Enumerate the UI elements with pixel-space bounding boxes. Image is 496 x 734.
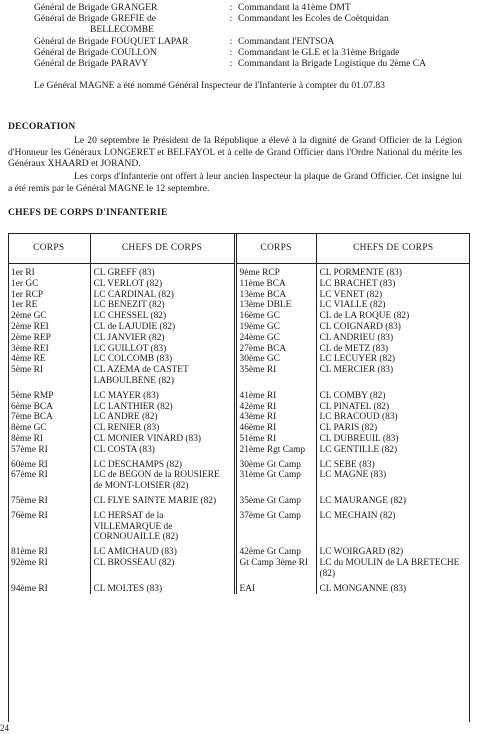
header-corps-right: CORPS [235, 233, 316, 264]
table-row [8, 423, 470, 434]
chef-right-cell: LC BRACHET (83) [316, 279, 470, 290]
table-row [8, 547, 470, 558]
chef-right-cell: CL PORMENTE (83) [316, 268, 470, 279]
chef-right-cell: LC du MOULIN de LA BRETECHE (82) [316, 558, 470, 580]
corps-right-cell: 21ème Rgt Camp [235, 445, 316, 456]
decoration-paragraph-1-text: Le 20 septembre le Président de la République a élevé à la dignité de Grand Officier de la Légion d'Honneur les Généraux LONGERET et BELFAYOL et à celle de Grand Officier dans l'Ordre National du mérite les Généraux XHAARD et JORAND. [8, 135, 462, 169]
table-row [8, 402, 470, 413]
chef-left-cell: CL de LAJUDIE (82) [90, 322, 235, 333]
corps-right-cell: 42ème RI [235, 402, 316, 413]
appointment-separator [224, 24, 238, 35]
chef-right-cell: CL PARIS (82) [316, 423, 470, 434]
corps-right-cell: 13ème DBLE [235, 300, 316, 311]
corps-left-cell: 1er RCP [11, 289, 44, 300]
chef-right-cell: LC GENTILLE (82) [316, 445, 470, 456]
chef-right-cell: CL COIGNARD (83) [316, 322, 470, 333]
chef-right-cell: LC LECUYER (82) [316, 354, 470, 365]
chef-right-cell: LC MECHAIN (82) [316, 511, 470, 543]
table-row [8, 344, 470, 355]
corps-right-cell: 19ème GC [235, 322, 316, 333]
chefs-de-corps-table [8, 233, 470, 594]
corps-left-cell: 76ème RI [11, 510, 48, 521]
corps-right-cell: 9ème RCP [235, 268, 316, 279]
table-row [8, 558, 470, 580]
table-row [8, 354, 470, 365]
chef-left-cell: CL VERLOT (82) [90, 279, 235, 290]
appointment-post [238, 24, 474, 35]
chef-left-cell: LC BENEZIT (82) [90, 300, 235, 311]
decoration-heading: DECORATION [8, 121, 76, 132]
corps-right-cell: 41ème RI [235, 391, 316, 402]
appointment-row [34, 24, 474, 35]
chef-right-cell: LC MAURANGE (82) [316, 496, 470, 507]
corps-right-cell: 13ème BCA [235, 290, 316, 301]
chef-left-cell: LC de BEGON de la ROUSIERE de MONT-LOISIER (82) [90, 470, 235, 492]
chef-right-cell: CL PINATEL (82) [316, 402, 470, 413]
corps-left-cell: 57ème RI [11, 444, 48, 455]
corps-right-cell: Gt Camp 3ème RI [235, 558, 316, 580]
header-chefs-left: CHEFS DE CORPS [90, 233, 235, 264]
appointment-general: Général de Brigade GREFIE de [34, 13, 157, 25]
appointment-general: BELLECOMBE [90, 24, 154, 36]
appointment-general: Général de Brigade COULLON [34, 46, 157, 58]
corps-right-cell: 35ème Gt Camp [235, 496, 316, 507]
corps-left-cell: 6ème BCA [11, 401, 53, 412]
decoration-paragraph-1 [8, 135, 462, 170]
corps-left-cell: 5ème RI [11, 365, 44, 376]
chef-right-cell: CL COMBY (82) [316, 391, 470, 402]
table-row [8, 445, 470, 456]
chef-left-cell: CL RENIER (83) [90, 423, 235, 434]
chef-right-cell: LC VENET (82) [316, 290, 470, 301]
appointment-row [34, 58, 474, 69]
appointment-separator: : [229, 2, 233, 13]
corps-left-cell: 5ème RMP [11, 390, 54, 401]
table-row [8, 391, 470, 402]
table-row [8, 290, 470, 301]
corps-left-cell: 8ème RI [11, 433, 44, 444]
chef-right-cell: LC SEBE (83) [316, 460, 470, 471]
corps-right-cell: 35ème RI [235, 365, 316, 387]
chef-left-cell: LC LANTHIER (82) [90, 402, 235, 413]
chef-left-cell: CL MOLTES (83) [90, 584, 235, 595]
chef-left-cell: CL AZEMA de CASTET LABOULBENE (82) [90, 365, 235, 387]
table-row [8, 584, 470, 595]
appointment-general: Général de Brigade GRANGER [34, 2, 158, 13]
corps-right-cell: 42ème Gt Camp [235, 547, 316, 558]
table-row [8, 365, 470, 387]
chef-left-cell: LC ANDRE (82) [90, 412, 235, 423]
corps-right-cell: 24ème GC [235, 333, 316, 344]
corps-left-cell: 8ème GC [11, 423, 47, 434]
chef-left-cell: LC GUILLOT (83) [90, 344, 235, 355]
table-body [8, 264, 470, 595]
corps-right-cell: 43ème RI [235, 412, 316, 423]
corps-left-cell: 81ème RI [11, 547, 48, 558]
appointment-row [34, 13, 474, 24]
appointment-row [34, 47, 474, 58]
chef-right-cell: CL MONGANNE (83) [316, 584, 470, 595]
table-row [8, 300, 470, 311]
corps-left-cell: 7ème BCA [11, 412, 53, 423]
corps-left-cell: 1er RE [11, 300, 38, 311]
appointment-separator: : [229, 57, 233, 69]
chef-left-cell: LC COLCOMB (83) [90, 354, 235, 365]
table-row [8, 268, 470, 279]
corps-right-cell: 51ème RI [235, 434, 316, 445]
corps-right-cell: 16ème GC [235, 311, 316, 322]
appointment-separator: : [229, 46, 233, 58]
corps-right-cell: 30ème GC [235, 354, 316, 365]
chef-right-cell: LC VIALLE (82) [316, 300, 470, 311]
table-row [8, 470, 470, 492]
table-row [8, 279, 470, 290]
chef-right-cell: CL de LA ROQUE (82) [316, 311, 470, 322]
chef-left-cell: CL MONIER VINARD (83) [90, 434, 235, 445]
table-row [8, 412, 470, 423]
appointments-list [34, 2, 474, 69]
table-row [8, 496, 470, 507]
corps-left-cell: 60ème RI [11, 459, 48, 470]
corps-right-cell: 37ème Gt Camp [235, 511, 316, 543]
corps-left-cell: 1er GC [11, 278, 39, 289]
chef-left-cell: CL JANVIER (82) [90, 333, 235, 344]
corps-left-cell: 2ème GC [11, 311, 47, 322]
decoration-paragraph-2 [8, 171, 462, 194]
chef-left-cell: LC HERSAT de la VILLEMARQUE de CORNOUAILLE (82) [90, 511, 235, 543]
chef-right-cell: CL ANDRIEU (83) [316, 333, 470, 344]
corps-left-cell: 2ème REP [11, 332, 51, 343]
appointment-separator: : [229, 35, 233, 47]
corps-left-cell: 2ème REI [11, 321, 49, 332]
chef-left-cell: CL FLYE SAINTE MARIE (82) [90, 496, 235, 507]
chef-left-cell: LC CARDINAL (82) [90, 290, 235, 301]
chef-left-cell: CL BROSSEAU (82) [90, 558, 235, 580]
appointment-separator: : [229, 13, 233, 25]
table-row [8, 511, 470, 543]
chef-right-cell: LC WOIRGARD (82) [316, 547, 470, 558]
appointment-row [34, 2, 474, 13]
corps-left-cell: 92ème RI [11, 557, 48, 568]
corps-left-cell: 4ème RE [11, 354, 46, 365]
appointment-post: Commandant la Brigade Logistique du 2ème CA [238, 57, 427, 69]
appointment-post: Commandant les Ecoles de Coëtquidan [238, 13, 389, 25]
decoration-paragraph-2-text: Les corps d'Infanterie ont offert à leur ancien Inspecteur la plaque de Grand Officier. Cet insigne lui a été remis par le Général MAGNE le 12 septembre. [8, 171, 462, 194]
chefs-heading: CHEFS DE CORPS D'INFANTERIE [8, 207, 168, 218]
corps-right-cell: 30ème Gt Camp [235, 460, 316, 471]
table-row [8, 434, 470, 445]
chef-left-cell: LC CHESSEL (82) [90, 311, 235, 322]
appointment-post: Commandant l'ENTSOA [238, 35, 335, 47]
appointment-general: Général de Brigade FOUQUET LAPAR [34, 35, 189, 47]
magne-nomination-text: Le Général MAGNE a été nommé Général Inspecteur de l'Infanterie à compter du 01.07.83 [34, 80, 385, 91]
appointment-row [34, 36, 474, 47]
chef-right-cell: CL MERCIER (83) [316, 365, 470, 387]
page-number: 24 [0, 723, 9, 733]
chef-right-cell: CL de METZ (83) [316, 344, 470, 355]
corps-right-cell: 46ème RI [235, 423, 316, 434]
table-row [8, 322, 470, 333]
chef-right-cell: LC BRACOUD (83) [316, 412, 470, 423]
chef-right-cell: LC MAGNE (83) [316, 470, 470, 492]
table-row [8, 311, 470, 322]
corps-left-cell: 1er RI [11, 268, 35, 278]
chef-left-cell: LC MAYER (83) [90, 391, 235, 402]
table-row [8, 333, 470, 344]
appointment-post: Commandant le GLE et la 31ème Brigade [238, 46, 400, 58]
corps-right-cell: EAI [235, 584, 316, 595]
header-corps-left: CORPS [8, 233, 90, 264]
chef-right-cell: CL DUBREUIL (83) [316, 434, 470, 445]
chef-left-cell: CL COSTA (83) [90, 445, 235, 456]
corps-left-cell: 94ème RI [11, 583, 48, 594]
appointment-general: Général de Brigade PARAVY [34, 57, 149, 69]
corps-right-cell: 31ème Gt Camp [235, 470, 316, 492]
chef-left-cell: CL GREFF (83) [90, 268, 235, 279]
chef-left-cell: LC DESCHAMPS (82) [90, 460, 235, 471]
appointment-post: Commandant la 41ème DMT [238, 2, 351, 13]
table-row [8, 460, 470, 471]
corps-left-cell: 75ème RI [11, 495, 48, 506]
corps-left-cell: 67ème RI [11, 470, 48, 481]
corps-right-cell: 11ème BCA [235, 279, 316, 290]
corps-right-cell: 27ème BCA [235, 344, 316, 355]
corps-left-cell: 3ème REI [11, 343, 49, 354]
header-chefs-right: CHEFS DE CORPS [316, 233, 470, 264]
chef-left-cell: LC AMICHAUD (83) [90, 547, 235, 558]
